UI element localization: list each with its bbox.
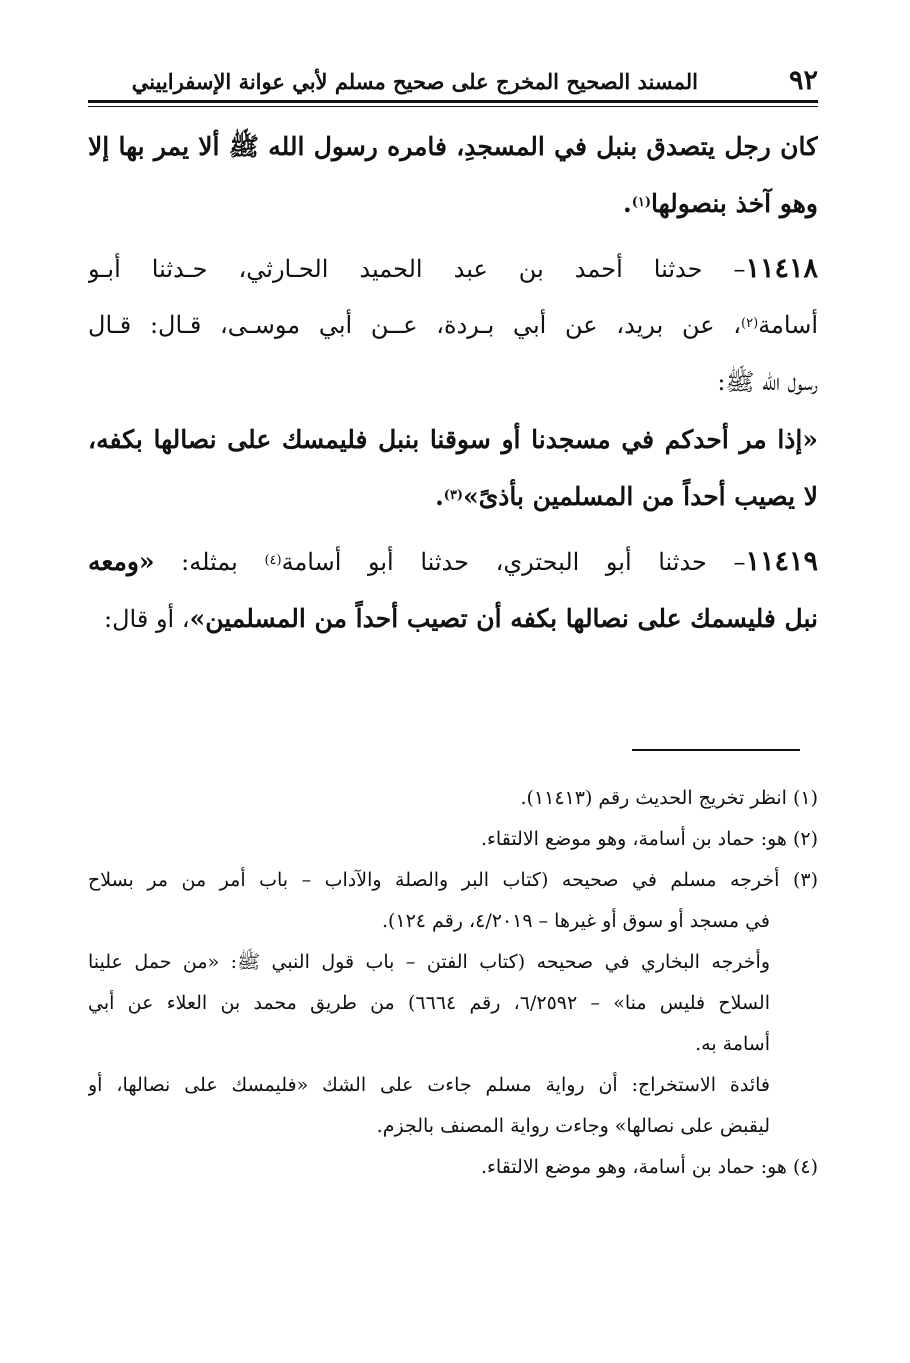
text-line: رسول الله ﷺ:: [717, 368, 818, 396]
footnotes: [88, 778, 818, 1188]
footnote-3-line: السلاح فليس منا» – ٦/٢٥٩٢، رقم ٦٦٦٤) من طريق محمد بن العلاء عن أبي: [88, 992, 770, 1014]
footnote-3: (٣) أخرجه مسلم في صحيحه (كتاب البر والصلة والآداب – باب أمر من مر بسلاح: [88, 869, 818, 891]
footnote-3-line: في مسجد أو سوق أو غيرها – ٤/٢٠١٩، رقم ١٢٤).: [381, 910, 770, 932]
page-number: ٩٢: [788, 65, 818, 96]
main-text: [88, 118, 818, 647]
footnote-3-line: ليقبض على نصالها» وجاءت رواية المصنف بالجزم.: [376, 1115, 770, 1137]
footnote-ref[interactable]: (٢): [741, 316, 759, 331]
footnote-separator: [632, 749, 800, 751]
text-line: وهو آخذ بنصولها$^{(١)}$.: [623, 189, 818, 218]
page-header: [88, 66, 818, 96]
footnote-1: (١) انظر تخريج الحديث رقم (١١٤١٣).: [520, 787, 818, 809]
running-title: المسند الصحيح المخرج على صحيح مسلم لأبي عوانة الإسفراييني: [131, 69, 698, 94]
footnote-ref[interactable]: (٤): [264, 553, 282, 568]
footnote-2: (٢) هو: حماد بن أسامة، وهو موضع الالتقاء.: [480, 828, 818, 850]
footnote-ref[interactable]: (٣): [443, 488, 464, 503]
header-rule-thick: [88, 100, 818, 103]
text-line: لا يصيب أحداً من المسلمين بأذىً»$^{(٣)}$.: [435, 482, 818, 511]
text-line: كان رجل يتصدق بنبل في المسجدِ، فامره رسول الله ﷺ ألا يمر بها إلا: [88, 132, 818, 161]
header-rule-thin: [88, 106, 818, 107]
text-line: ١١٤١٩– حدثنا أبو البحتري، حدثنا أبو أسامة$^{(٤)}$ بمثله: «ومعه: [88, 546, 818, 577]
footnote-3-line: فائدة الاستخراج: أن رواية مسلم جاءت على الشك «فليمسك على نصالها، أو: [88, 1074, 770, 1096]
footnote-3-line: أسامة به.: [695, 1033, 770, 1055]
hadith-number: ١١٤١٨: [745, 253, 818, 284]
footnote-ref[interactable]: (١): [631, 195, 652, 210]
text-line: أسامة$^{(٢)}$، عن بريد، عن أبي بـردة، عــن أبي موسـى، قـال: قـال: [88, 311, 818, 339]
text-line: ١١٤١٨– حدثنا أحمد بن عبد الحميد الحـارثي، حـدثنا أبـو: [88, 253, 818, 284]
footnote-3-line: وأخرجه البخاري في صحيحه (كتاب الفتن – باب قول النبي ﷺ: «من حمل علينا: [88, 951, 770, 973]
footnote-4: (٤) هو: حماد بن أسامة، وهو موضع الالتقاء.: [480, 1156, 818, 1178]
hadith-number: ١١٤١٩: [745, 546, 818, 577]
text-line: نبل فليسمك على نصالها بكفه أن تصيب أحداً من المسلمين»، أو قال:: [104, 604, 818, 633]
text-line: «إذا مر أحدكم في مسجدنا أو سوقنا بنبل فليمسك على نصالها بكفه،: [88, 425, 818, 454]
